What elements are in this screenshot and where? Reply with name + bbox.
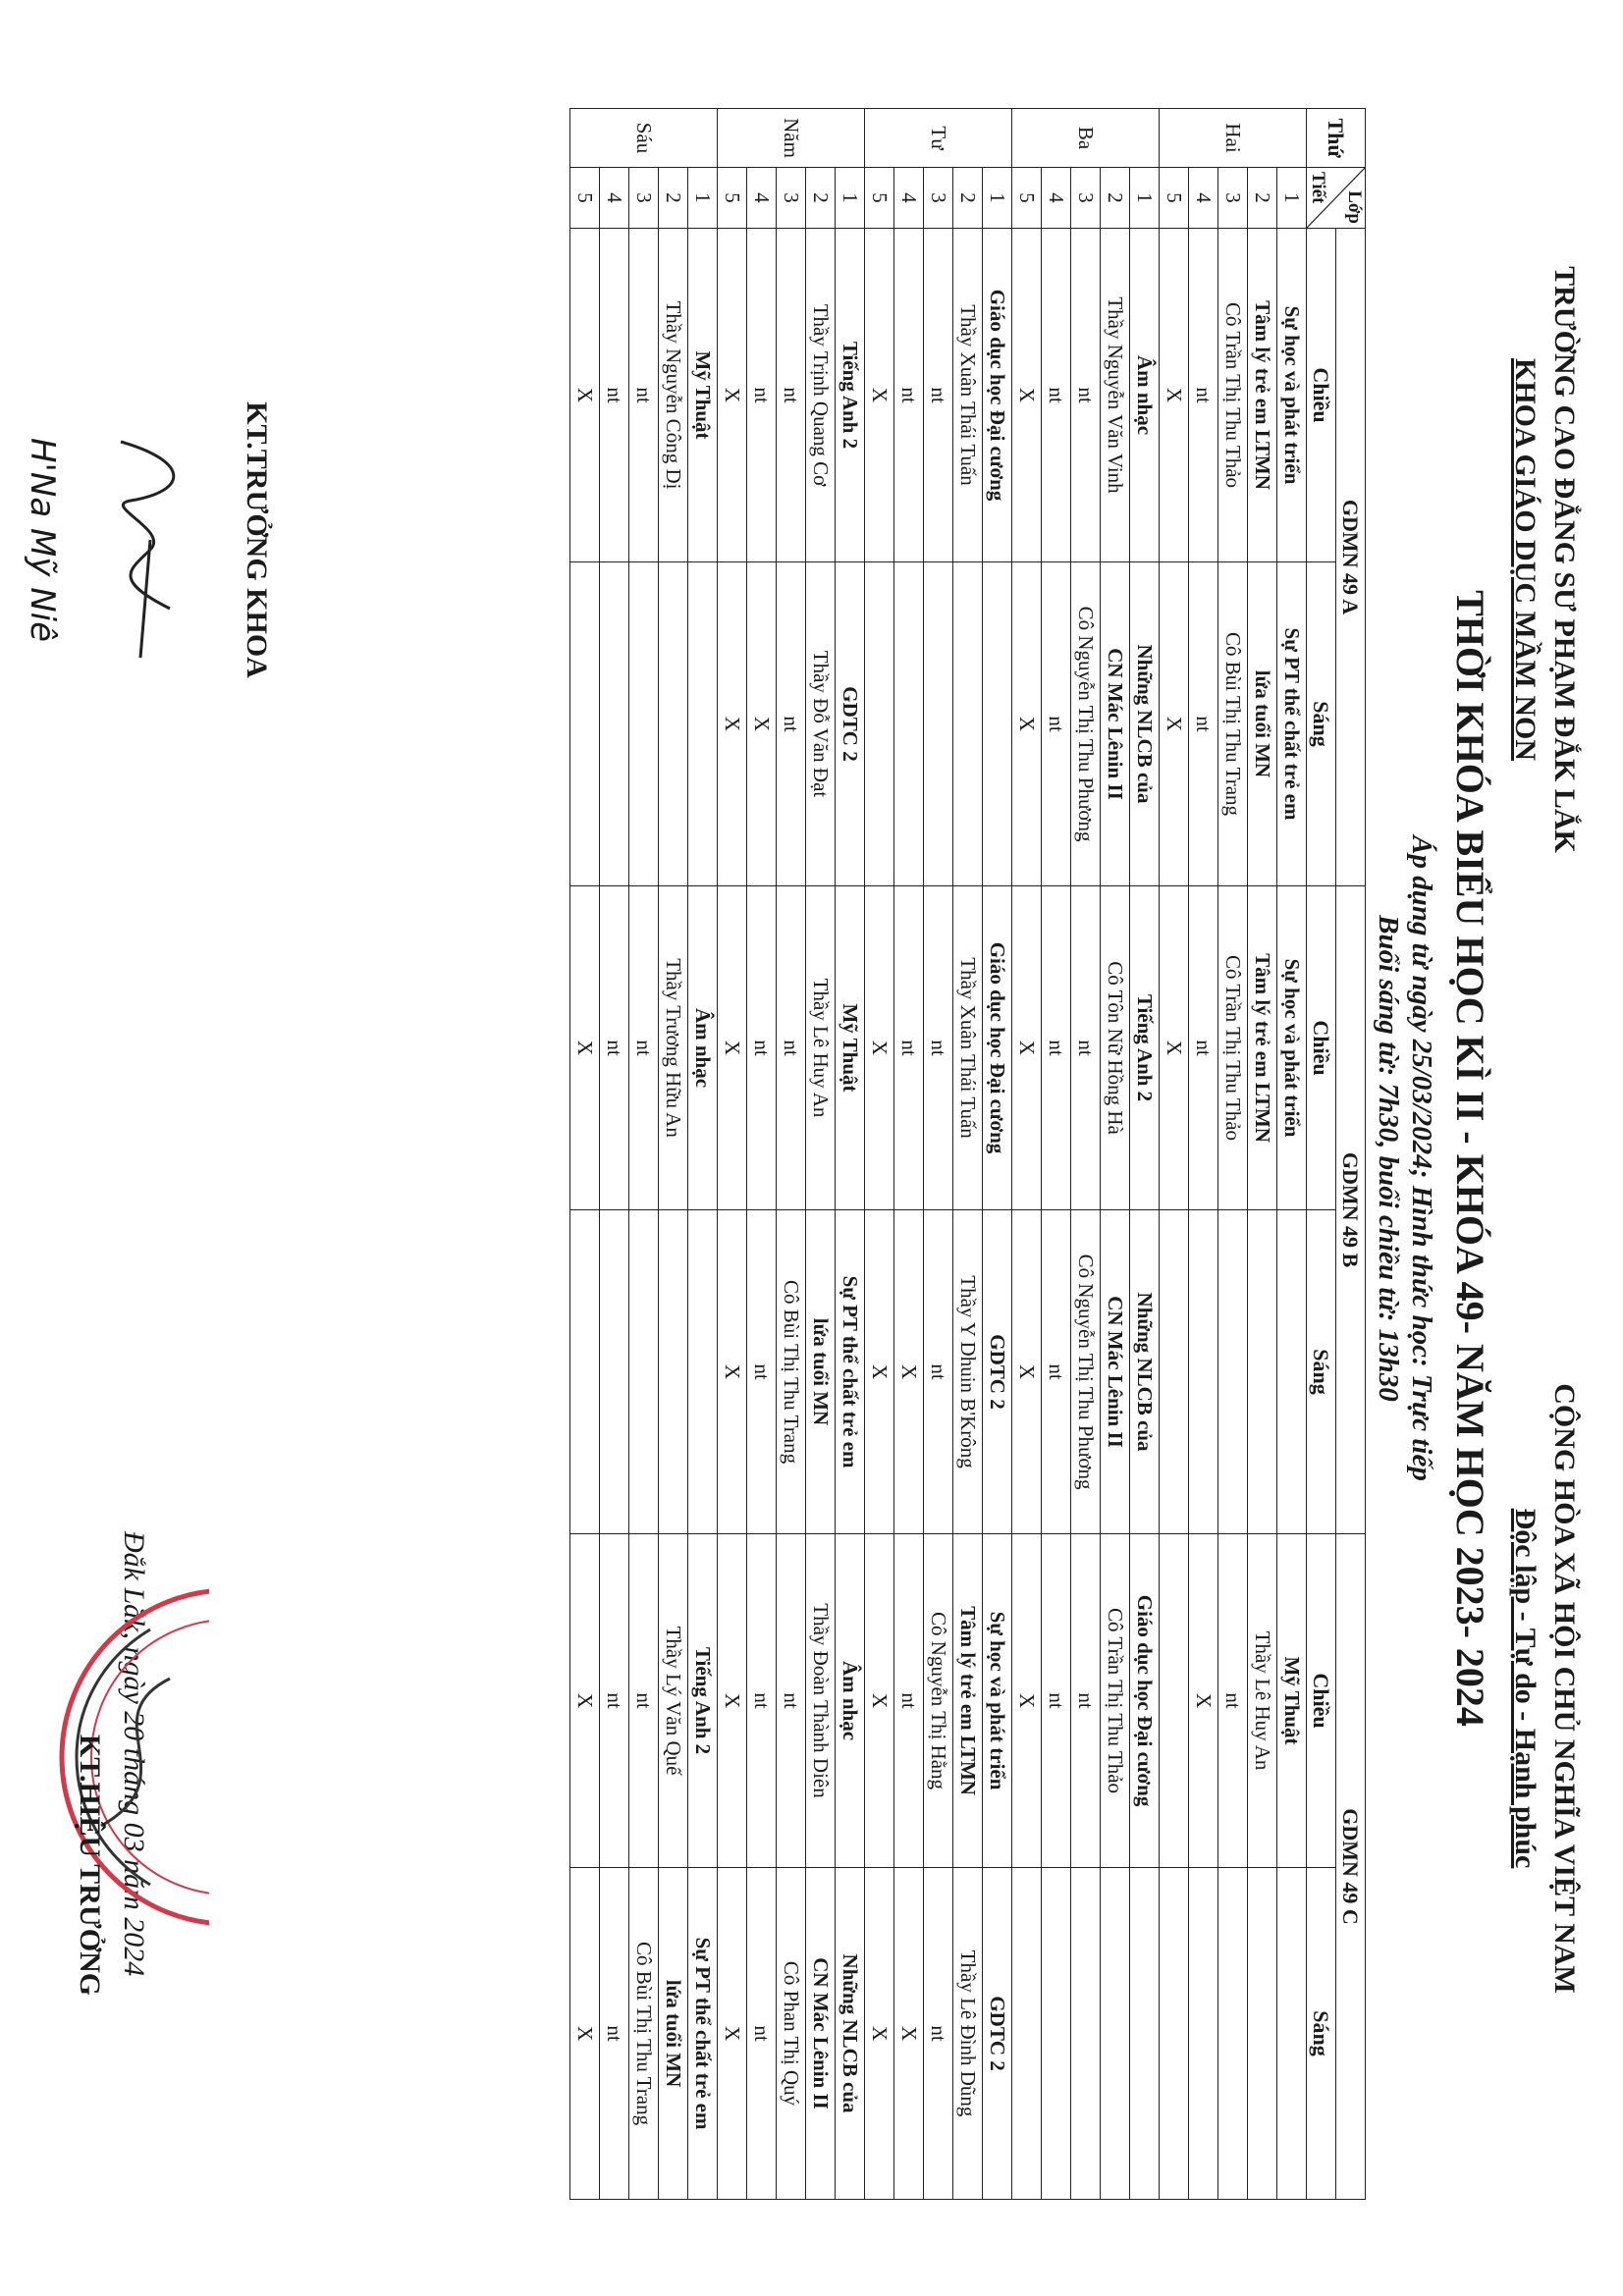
schedule-cell: Cô Trần Thị Thu Thảo <box>1218 886 1248 1210</box>
signing-date: Đắk Lắk, ngày 20 tháng 03 năm 2024 <box>118 1531 150 1977</box>
schedule-cell <box>1189 1210 1218 1534</box>
schedule-cell: Mỹ Thuật <box>836 886 865 1210</box>
schedule-cell: X <box>570 1868 600 2200</box>
timetable-row <box>688 109 718 2200</box>
schedule-cell <box>688 562 718 886</box>
period-cell: 1 <box>983 168 1012 229</box>
apply-date-line: Áp dụng từ ngày 25/03/2024; Hình thức học: Trực tiếp <box>1406 835 1437 1481</box>
schedule-cell: Sự PT thể chất trẻ em <box>1277 562 1307 886</box>
schedule-cell: X <box>1160 886 1189 1210</box>
period-cell: 2 <box>659 168 688 229</box>
schedule-cell <box>1071 1868 1101 2200</box>
header-tiet: Tiết <box>1308 172 1328 204</box>
period-cell: 5 <box>1012 168 1042 229</box>
schedule-cell: nt <box>629 1534 659 1868</box>
schedule-cell: Thầy Lê Huy An <box>806 886 836 1210</box>
timetable-row <box>1130 109 1160 2200</box>
period-cell: 1 <box>836 168 865 229</box>
school-header <box>1505 245 1584 874</box>
schedule-cell: Giáo dục học Đại cương <box>1130 1534 1160 1868</box>
timetable-row <box>1101 109 1130 2200</box>
schedule-cell <box>1012 1868 1042 2200</box>
schedule-cell: nt <box>1071 1534 1101 1868</box>
schedule-cell: nt <box>924 1210 953 1534</box>
schedule-cell: X <box>1012 1534 1042 1868</box>
timetable-row <box>777 109 806 2200</box>
schedule-cell <box>570 1210 600 1534</box>
schedule-cell: Sự PT thể chất trẻ em <box>688 1868 718 2200</box>
timetable-row <box>806 109 836 2200</box>
session-b-afternoon: Chiều <box>1307 886 1336 1210</box>
schedule-cell <box>1277 1210 1307 1534</box>
schedule-cell: X <box>894 1210 924 1534</box>
schedule-cell: nt <box>747 1210 777 1534</box>
class-header-b: GDMN 49 B <box>1336 886 1366 1534</box>
schedule-cell: Mỹ Thuật <box>1277 1534 1307 1868</box>
schedule-cell: nt <box>747 229 777 562</box>
header-lop-tiet <box>1307 168 1366 229</box>
faculty-name: KHOA GIÁO DỤC MẦM NON <box>1509 358 1542 761</box>
period-cell: 2 <box>1248 168 1277 229</box>
schedule-cell: Giáo dục học Đại cương <box>983 229 1012 562</box>
schedule-cell: X <box>1160 229 1189 562</box>
session-a-morning: Sáng <box>1307 562 1336 886</box>
timetable-row <box>747 109 777 2200</box>
schedule-cell: GDTC 2 <box>983 1210 1012 1534</box>
schedule-cell: Cô Trần Thị Thu Thảo <box>1101 1534 1130 1868</box>
period-cell: 1 <box>1277 168 1307 229</box>
schedule-cell: Âm nhạc <box>1130 229 1160 562</box>
schedule-cell: Tâm lý trẻ em LTMN <box>1248 886 1277 1210</box>
schedule-cell <box>600 1210 629 1534</box>
session-b-morning: Sáng <box>1307 1210 1336 1534</box>
schedule-cell <box>1160 1868 1189 2200</box>
schedule-cell: X <box>865 229 894 562</box>
schedule-cell: Thầy Xuân Thái Tuấn <box>953 886 983 1210</box>
schedule-cell: nt <box>600 1534 629 1868</box>
schedule-cell: X <box>894 1868 924 2200</box>
timetable-row <box>718 109 747 2200</box>
schedule-cell: Thầy Trịnh Quang Cơ <box>806 229 836 562</box>
schedule-cell: Âm nhạc <box>688 886 718 1210</box>
timetable-row <box>1277 109 1307 2200</box>
schedule-cell: X <box>1012 229 1042 562</box>
schedule-cell: Thầy Lê Đình Dũng <box>953 1868 983 2200</box>
schedule-cell: Tâm lý trẻ em LTMN <box>953 1534 983 1868</box>
period-cell: 3 <box>629 168 659 229</box>
schedule-cell: Cô Bùi Thị Thu Trang <box>777 1210 806 1534</box>
schedule-cell: nt <box>629 886 659 1210</box>
schedule-cell: X <box>718 1210 747 1534</box>
schedule-cell: X <box>718 1534 747 1868</box>
schedule-cell: nt <box>1042 886 1071 1210</box>
day-cell: Ba <box>1012 109 1160 168</box>
schedule-cell: nt <box>600 229 629 562</box>
schedule-cell: Cô Bùi Thị Thu Trang <box>629 1868 659 2200</box>
schedule-cell: GDTC 2 <box>836 562 865 886</box>
schedule-cell: nt <box>1042 1210 1071 1534</box>
schedule-cell <box>659 562 688 886</box>
schedule-cell: X <box>1012 1210 1042 1534</box>
school-name: TRƯỜNG CAO ĐẲNG SƯ PHẠM ĐẮK LẮK <box>1548 266 1581 853</box>
schedule-cell: X <box>718 229 747 562</box>
schedule-cell <box>1218 1210 1248 1534</box>
period-cell: 4 <box>747 168 777 229</box>
header-thu: Thứ <box>1307 109 1366 168</box>
period-cell: 3 <box>1218 168 1248 229</box>
timetable-row <box>659 109 688 2200</box>
schedule-cell: X <box>865 1210 894 1534</box>
schedule-cell: Cô Nguyễn Thị Thu Phương <box>1071 562 1101 886</box>
period-cell: 1 <box>1130 168 1160 229</box>
schedule-cell: Thầy Xuân Thái Tuấn <box>953 229 983 562</box>
day-cell: Hai <box>1160 109 1307 168</box>
schedule-cell <box>1160 1534 1189 1868</box>
schedule-cell: GDTC 2 <box>983 1868 1012 2200</box>
schedule-cell: CN Mác Lênin II <box>1101 562 1130 886</box>
schedule-cell: Thầy Đỗ Văn Đạt <box>806 562 836 886</box>
schedule-cell: Thầy Nguyễn Công Dị <box>659 229 688 562</box>
national-header <box>1505 1335 1584 2042</box>
timetable-row <box>1248 109 1277 2200</box>
national-slogan: Độc lập - Tự do - Hạnh phúc <box>1509 1508 1542 1869</box>
timetable-row <box>570 109 600 2200</box>
timetable-row <box>894 109 924 2200</box>
period-cell: 2 <box>806 168 836 229</box>
schedule-cell: Thầy Lê Huy An <box>1248 1534 1277 1868</box>
schedule-cell: lứa tuổi MN <box>659 1868 688 2200</box>
schedule-cell <box>1218 1868 1248 2200</box>
schedule-cell: Tiếng Anh 2 <box>836 229 865 562</box>
schedule-cell: nt <box>777 1534 806 1868</box>
national-motto: CỘNG HÒA XÃ HỘI CHỦ NGHĨA VIỆT NAM <box>1548 1383 1581 1994</box>
session-c-afternoon: Chiều <box>1307 1534 1336 1868</box>
timetable-row <box>1189 109 1218 2200</box>
schedule-cell: nt <box>1071 229 1101 562</box>
session-time-line: Buổi sáng từ: 7h30, buổi chiều từ: 13h30 <box>1373 915 1404 1402</box>
schedule-cell <box>600 562 629 886</box>
timetable <box>569 108 1366 2200</box>
schedule-cell <box>1160 1210 1189 1534</box>
schedule-cell <box>1248 1210 1277 1534</box>
schedule-cell: Thầy Trương Hữu An <box>659 886 688 1210</box>
schedule-cell: Sự học và phát triển <box>1277 886 1307 1210</box>
schedule-cell <box>983 562 1012 886</box>
schedule-cell <box>1130 1868 1160 2200</box>
period-cell: 5 <box>718 168 747 229</box>
schedule-cell: X <box>1012 562 1042 886</box>
timetable-row <box>983 109 1012 2200</box>
schedule-cell: CN Mác Lênin II <box>806 1868 836 2200</box>
period-cell: 3 <box>1071 168 1101 229</box>
schedule-cell: nt <box>777 886 806 1210</box>
schedule-cell <box>1189 1868 1218 2200</box>
period-cell: 4 <box>600 168 629 229</box>
schedule-cell <box>688 1210 718 1534</box>
schedule-cell: nt <box>924 886 953 1210</box>
schedule-cell: X <box>570 1534 600 1868</box>
day-cell: Sáu <box>570 109 718 168</box>
schedule-cell: Thầy Đoàn Thành Diên <box>806 1534 836 1868</box>
schedule-cell: X <box>718 886 747 1210</box>
schedule-cell <box>629 1210 659 1534</box>
schedule-cell: Tiếng Anh 2 <box>688 1534 718 1868</box>
schedule-cell: X <box>865 886 894 1210</box>
schedule-cell <box>865 562 894 886</box>
class-header-a: GDMN 49 A <box>1336 229 1366 886</box>
schedule-cell: nt <box>747 886 777 1210</box>
schedule-cell: Cô Nguyễn Thị Hằng <box>924 1534 953 1868</box>
schedule-cell: lứa tuổi MN <box>1248 562 1277 886</box>
schedule-cell: nt <box>600 1868 629 2200</box>
timetable-row <box>600 109 629 2200</box>
schedule-cell: Cô Nguyễn Thị Thu Phương <box>1071 1210 1101 1534</box>
schedule-cell: lứa tuổi MN <box>806 1210 836 1534</box>
schedule-cell: X <box>718 1868 747 2200</box>
schedule-cell: X <box>865 1534 894 1868</box>
schedule-cell <box>570 562 600 886</box>
class-header-c: GDMN 49 C <box>1336 1534 1366 2200</box>
schedule-cell: Thầy Nguyễn Văn Vinh <box>1101 229 1130 562</box>
schedule-cell: Thầy Y Dhuin B'Krông <box>953 1210 983 1534</box>
schedule-cell: Cô Phan Thị Quý <box>777 1868 806 2200</box>
dean-name: H'Na Mỹ Niê <box>23 437 62 643</box>
schedule-cell: X <box>570 229 600 562</box>
schedule-cell: X <box>1189 1534 1218 1868</box>
timetable-row <box>1071 109 1101 2200</box>
schedule-cell: Thầy Lý Văn Quế <box>659 1534 688 1868</box>
timetable-row <box>629 109 659 2200</box>
schedule-cell: nt <box>600 886 629 1210</box>
schedule-cell: nt <box>747 1868 777 2200</box>
timetable-row <box>1042 109 1071 2200</box>
period-cell: 3 <box>924 168 953 229</box>
schedule-cell <box>659 1210 688 1534</box>
schedule-cell: Sự PT thể chất trẻ em <box>836 1210 865 1534</box>
period-cell: 4 <box>1189 168 1218 229</box>
day-cell: Năm <box>718 109 865 168</box>
dean-signature <box>81 422 209 677</box>
timetable-row <box>865 109 894 2200</box>
schedule-cell: nt <box>777 229 806 562</box>
schedule-cell: nt <box>894 229 924 562</box>
schedule-cell: Những NLCB của <box>836 1868 865 2200</box>
schedule-cell <box>1248 1868 1277 2200</box>
timetable-row <box>924 109 953 2200</box>
schedule-cell: X <box>718 562 747 886</box>
schedule-cell: nt <box>1189 562 1218 886</box>
schedule-cell: Âm nhạc <box>836 1534 865 1868</box>
period-cell: 2 <box>953 168 983 229</box>
schedule-cell: nt <box>777 562 806 886</box>
document-subtitle <box>1372 324 1438 1993</box>
timetable-row <box>836 109 865 2200</box>
session-a-afternoon: Chiều <box>1307 229 1336 562</box>
dean-title: KT.TRƯỞNG KHOA <box>241 401 273 678</box>
schedule-cell: nt <box>747 1534 777 1868</box>
period-cell: 1 <box>688 168 718 229</box>
schedule-cell: nt <box>1189 229 1218 562</box>
schedule-cell: nt <box>629 229 659 562</box>
schedule-cell: Sự học và phát triển <box>983 1534 1012 1868</box>
schedule-cell: nt <box>1042 562 1071 886</box>
schedule-cell: nt <box>894 886 924 1210</box>
header-lop: Lớp <box>1344 190 1365 224</box>
period-cell: 4 <box>894 168 924 229</box>
period-cell: 2 <box>1101 168 1130 229</box>
schedule-cell: nt <box>1071 886 1101 1210</box>
schedule-cell: nt <box>924 1868 953 2200</box>
timetable-row <box>1012 109 1042 2200</box>
schedule-cell: nt <box>1042 229 1071 562</box>
session-c-morning: Sáng <box>1307 1868 1336 2200</box>
schedule-cell: nt <box>924 229 953 562</box>
schedule-cell: nt <box>1218 1534 1248 1868</box>
schedule-cell: nt <box>1189 886 1218 1210</box>
schedule-cell: Cô Bùi Thị Thu Trang <box>1218 562 1248 886</box>
timetable-row <box>1218 109 1248 2200</box>
schedule-cell <box>953 562 983 886</box>
schedule-cell: Giáo dục học Đại cương <box>983 886 1012 1210</box>
schedule-cell <box>629 562 659 886</box>
timetable-row <box>1160 109 1189 2200</box>
principal-title-line1: KT.HIỆU TRƯỞNG <box>74 1734 106 1997</box>
schedule-cell: Tâm lý trẻ em LTMN <box>1248 229 1277 562</box>
school-stamp <box>23 1571 209 1944</box>
schedule-cell: X <box>1160 562 1189 886</box>
schedule-cell: Tiếng Anh 2 <box>1130 886 1160 1210</box>
period-cell: 5 <box>1160 168 1189 229</box>
schedule-cell <box>894 562 924 886</box>
schedule-cell: Cô Tôn Nữ Hồng Hà <box>1101 886 1130 1210</box>
schedule-cell <box>1277 1868 1307 2200</box>
schedule-cell <box>1042 1868 1071 2200</box>
period-cell: 5 <box>570 168 600 229</box>
schedule-cell: Cô Trần Thị Thu Thảo <box>1218 229 1248 562</box>
schedule-cell: X <box>747 562 777 886</box>
schedule-cell: Mỹ Thuật <box>688 229 718 562</box>
schedule-cell: CN Mác Lênin II <box>1101 1210 1130 1534</box>
schedule-cell: Sự học và phát triển <box>1277 229 1307 562</box>
schedule-cell: Những NLCB của <box>1130 1210 1160 1534</box>
schedule-cell: nt <box>1042 1534 1071 1868</box>
schedule-cell: X <box>1012 886 1042 1210</box>
schedule-cell: Những NLCB của <box>1130 562 1160 886</box>
principal-title <box>73 1571 106 2160</box>
document-title: THỜI KHÓA BIỂU HỌC KÌ II - KHÓA 49- NĂM HỌC 2023- 2024 <box>1448 590 1492 1727</box>
period-cell: 3 <box>777 168 806 229</box>
period-cell: 5 <box>865 168 894 229</box>
schedule-cell <box>1101 1868 1130 2200</box>
timetable-row <box>953 109 983 2200</box>
schedule-cell: X <box>570 886 600 1210</box>
schedule-cell: nt <box>894 1534 924 1868</box>
schedule-cell: X <box>865 1868 894 2200</box>
schedule-cell <box>924 562 953 886</box>
day-cell: Tư <box>865 109 1012 168</box>
period-cell: 4 <box>1042 168 1071 229</box>
